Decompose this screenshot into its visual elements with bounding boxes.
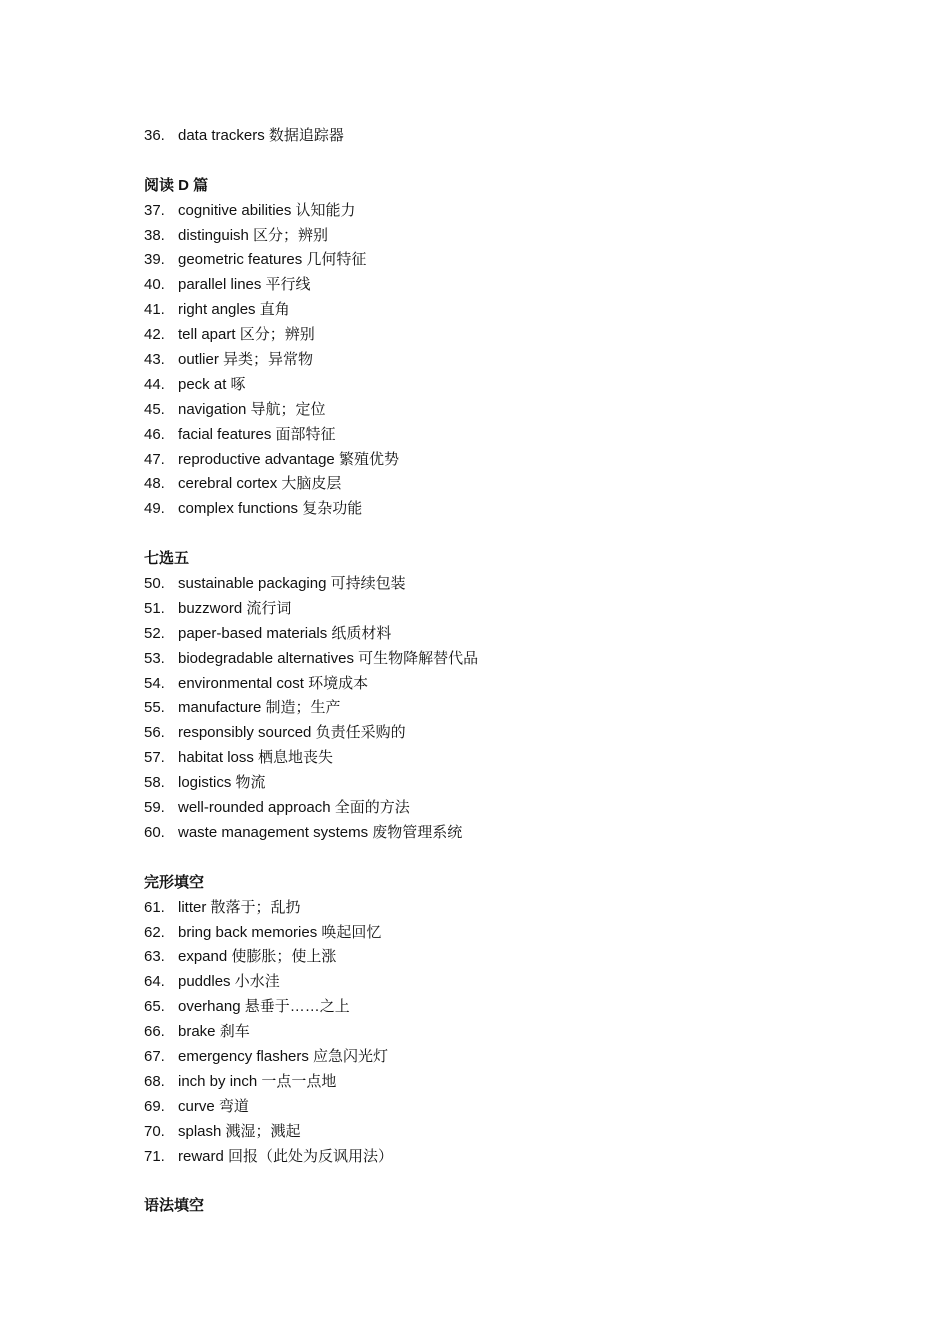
item-text: litter 散落于；乱扔 [178, 898, 301, 916]
item-text: logistics 物流 [178, 774, 266, 792]
vocab-item [144, 348, 844, 373]
blank-line [144, 522, 844, 547]
item-number: 45. [144, 400, 165, 418]
item-number: 65. [144, 998, 165, 1016]
blank-line [144, 1169, 844, 1194]
item-number: 69. [144, 1097, 165, 1115]
vocab-item [144, 373, 844, 398]
item-number: 41. [144, 301, 165, 319]
vocab-item [144, 472, 844, 497]
vocab-item [144, 921, 844, 946]
item-number: 38. [144, 226, 165, 244]
vocab-item [144, 746, 844, 771]
vocab-item [144, 323, 844, 348]
vocab-item [144, 298, 844, 323]
item-number: 61. [144, 898, 165, 916]
vocab-item [144, 1070, 844, 1095]
item-text: reproductive advantage 繁殖优势 [178, 450, 399, 468]
item-text: outlier 异类；异常物 [178, 351, 314, 369]
item-text: responsibly sourced 负责任采购的 [178, 724, 406, 742]
vocab-item [144, 796, 844, 821]
item-text: puddles 小水洼 [178, 973, 280, 991]
item-text: cerebral cortex 大脑皮层 [178, 475, 342, 493]
vocab-item [144, 1095, 844, 1120]
section-heading: 七选五 [144, 550, 190, 568]
item-text: reward 回报（此处为反讽用法） [178, 1147, 394, 1165]
vocab-item [144, 721, 844, 746]
item-text: paper-based materials 纸质材料 [178, 624, 392, 642]
item-number: 43. [144, 351, 165, 369]
item-text: cognitive abilities 认知能力 [178, 201, 356, 219]
item-text: overhang 悬垂于……之上 [178, 998, 350, 1016]
item-text: bring back memories 唤起回忆 [178, 923, 382, 941]
blank-line [144, 846, 844, 871]
vocab-item [144, 398, 844, 423]
item-number: 37. [144, 201, 165, 219]
item-number: 56. [144, 724, 165, 742]
vocab-item [144, 1020, 844, 1045]
vocab-item [144, 672, 844, 697]
item-text: inch by inch 一点一点地 [178, 1072, 337, 1090]
section-heading: 阅读 D 篇 [144, 176, 209, 194]
vocab-item [144, 224, 844, 249]
item-number: 48. [144, 475, 165, 493]
item-text: right angles 直角 [178, 301, 290, 319]
vocab-item [144, 896, 844, 921]
vocabulary-list [144, 124, 844, 1219]
vocab-item [144, 995, 844, 1020]
item-number: 50. [144, 575, 165, 593]
vocab-item [144, 696, 844, 721]
vocab-item [144, 647, 844, 672]
item-text: buzzword 流行词 [178, 599, 292, 617]
item-number: 54. [144, 674, 165, 692]
item-text: brake 刹车 [178, 1023, 250, 1041]
blank-line [144, 149, 844, 174]
item-number: 36. [144, 127, 165, 144]
document-page [144, 124, 844, 1219]
item-text: curve 弯道 [178, 1097, 249, 1115]
vocab-item [144, 497, 844, 522]
item-number: 64. [144, 973, 165, 991]
item-text: navigation 导航；定位 [178, 400, 326, 418]
item-text: sustainable packaging 可持续包装 [178, 575, 406, 593]
item-number: 55. [144, 699, 165, 717]
item-number: 66. [144, 1023, 165, 1041]
item-number: 52. [144, 624, 165, 642]
item-text: habitat loss 栖息地丧失 [178, 749, 334, 767]
vocab-item [144, 622, 844, 647]
item-number: 58. [144, 774, 165, 792]
item-text: facial features 面部特征 [178, 425, 336, 443]
vocab-item [144, 448, 844, 473]
vocab-item [144, 273, 844, 298]
item-text: waste management systems 废物管理系统 [178, 823, 463, 841]
item-number: 47. [144, 450, 165, 468]
item-number: 40. [144, 276, 165, 294]
vocab-item [144, 771, 844, 796]
item-number: 57. [144, 749, 165, 767]
item-number: 71. [144, 1147, 165, 1165]
item-number: 70. [144, 1122, 165, 1140]
vocab-item [144, 1145, 844, 1170]
item-number: 49. [144, 500, 165, 518]
item-text: distinguish 区分；辨别 [178, 226, 329, 244]
section-heading: 语法填空 [144, 1197, 205, 1215]
vocab-item [144, 821, 844, 846]
vocab-item [144, 945, 844, 970]
item-number: 67. [144, 1047, 165, 1065]
vocab-item [144, 423, 844, 448]
item-text: environmental cost 环境成本 [178, 674, 369, 692]
item-text: complex functions 复杂功能 [178, 500, 363, 518]
item-text: well-rounded approach 全面的方法 [178, 799, 410, 817]
vocab-item [144, 970, 844, 995]
item-number: 46. [144, 425, 165, 443]
item-number: 60. [144, 823, 165, 841]
item-number: 59. [144, 799, 165, 817]
item-number: 68. [144, 1072, 165, 1090]
item-number: 42. [144, 326, 165, 344]
item-text: splash 溅湿；溅起 [178, 1122, 301, 1140]
item-number: 51. [144, 599, 165, 617]
item-text: manufacture 制造；生产 [178, 699, 341, 717]
item-text: tell apart 区分；辨别 [178, 326, 315, 344]
section-heading: 完形填空 [144, 873, 205, 891]
item-number: 62. [144, 923, 165, 941]
item-text: biodegradable alternatives 可生物降解替代品 [178, 649, 479, 667]
item-text: emergency flashers 应急闪光灯 [178, 1047, 389, 1065]
vocab-item [144, 124, 844, 149]
item-text: geometric features 几何特征 [178, 251, 367, 269]
item-number: 53. [144, 649, 165, 667]
vocab-item [144, 572, 844, 597]
item-text: parallel lines 平行线 [178, 276, 311, 294]
item-text: peck at 啄 [178, 375, 246, 393]
vocab-item [144, 199, 844, 224]
item-number: 63. [144, 948, 165, 966]
item-number: 39. [144, 251, 165, 269]
vocab-item [144, 597, 844, 622]
vocab-item [144, 248, 844, 273]
item-text: expand 使膨胀；使上涨 [178, 948, 337, 966]
vocab-item [144, 1045, 844, 1070]
item-text: data trackers 数据追踪器 [178, 127, 344, 144]
vocab-item [144, 1120, 844, 1145]
item-number: 44. [144, 375, 165, 393]
